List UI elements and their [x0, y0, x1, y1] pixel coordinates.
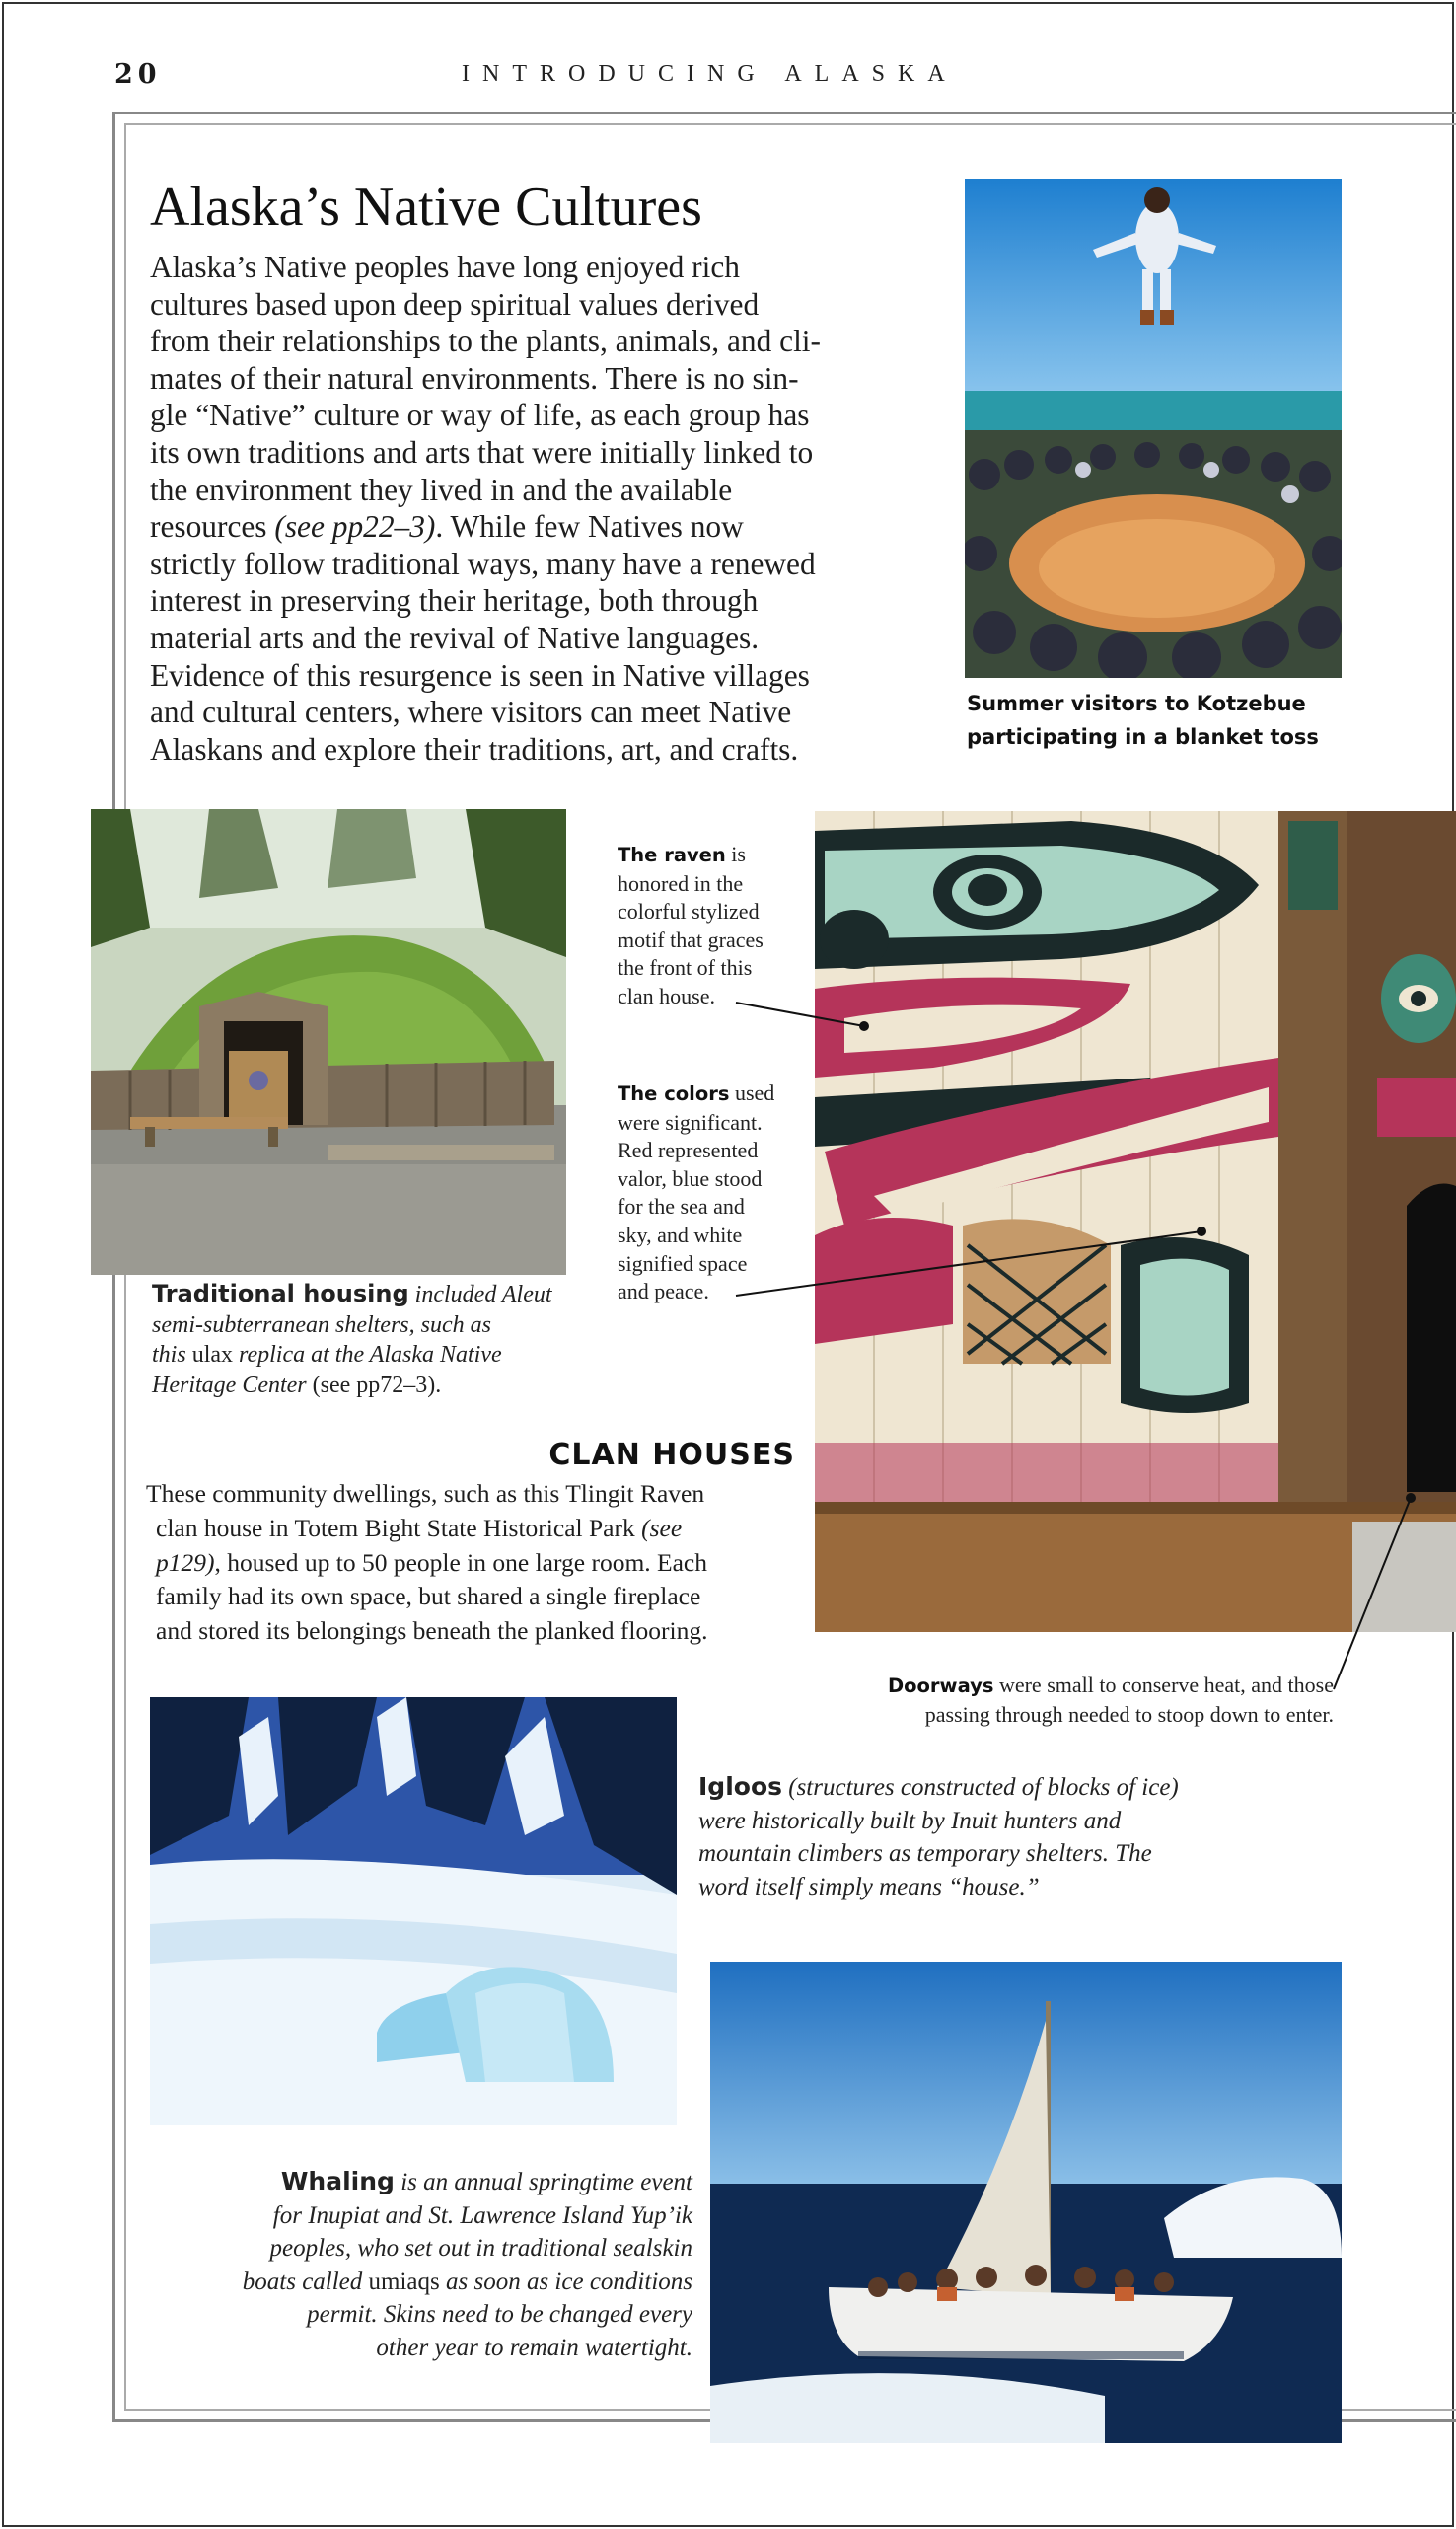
intro-line — [150, 508, 929, 546]
caption-text: mountain climbers as temporary shelters. The — [698, 1840, 1152, 1867]
intro-line: its own traditions and arts that were initially linked to — [150, 434, 814, 470]
page-number: 20 — [114, 59, 162, 90]
raven-annotation — [618, 841, 764, 1011]
blanket-toss-photo — [965, 179, 1342, 678]
annotation-line: and peace. — [618, 1279, 709, 1304]
caption-text: peoples, who set out in traditional sealskin — [269, 2235, 692, 2262]
annotation-label: The raven — [618, 844, 726, 866]
caption-text: word itself simply means “house.” — [698, 1873, 1040, 1900]
annotation-line: signified space — [618, 1250, 748, 1276]
caption-text: permit. Skins need to be changed every — [307, 2301, 692, 2328]
colors-annotation — [618, 1079, 774, 1306]
clan-houses-heading: CLAN HOUSES — [548, 1438, 795, 1472]
blanket-toss-caption — [967, 687, 1319, 754]
annotation-line: colorful stylized — [618, 899, 760, 925]
clan-houses-line — [146, 1512, 797, 1546]
annotation-line: for the sea and — [618, 1194, 745, 1220]
igloo-photo — [150, 1697, 677, 2125]
annotation-line: Red represented — [618, 1138, 759, 1163]
caption-text: Heritage Center — [152, 1372, 307, 1398]
doorways-annotation — [829, 1672, 1334, 1729]
caption-label: Igloos — [698, 1772, 782, 1801]
annotation-text: were small to conserve heat, and those — [993, 1673, 1334, 1697]
intro-text: resources — [150, 509, 275, 545]
whaling-caption — [128, 2165, 692, 2364]
running-header — [0, 59, 1456, 99]
intro-line: strictly follow traditional ways, many have a renewed — [150, 546, 816, 581]
igloos-caption — [698, 1770, 1179, 1903]
clan-houses-text: , housed up to 50 people in one large room. Each — [214, 1547, 707, 1577]
intro-line: material arts and the revival of Native languages. — [150, 620, 760, 655]
whaling-boat-photo — [710, 1962, 1342, 2443]
caption-text: replica at the Alaska Native — [233, 1342, 502, 1368]
annotation-line: valor, blue stood — [618, 1165, 763, 1191]
caption-text: for Inupiat and St. Lawrence Island Yup’ik — [272, 2201, 692, 2229]
annotation-label: Doorways — [887, 1674, 994, 1697]
blanket-toss-caption-line2: participating in a blanket toss — [967, 725, 1319, 749]
intro-paragraph — [150, 249, 929, 768]
caption-text: included Aleut — [408, 1282, 552, 1307]
caption-text: ulax — [191, 1342, 234, 1368]
caption-label: Whaling — [280, 2167, 395, 2195]
annotation-line: clan house. — [618, 983, 715, 1008]
clan-house-photo — [815, 811, 1456, 1632]
intro-line: mates of their natural environments. There is no sin- — [150, 360, 799, 396]
blanket-toss-caption-line1: Summer visitors to Kotzebue — [967, 692, 1306, 715]
clan-houses-line: and stored its belongings beneath the planked flooring. — [156, 1616, 708, 1646]
cross-reference: p129) — [156, 1547, 215, 1577]
running-section-title: INTRODUCING ALASKA — [462, 61, 958, 87]
clan-houses-text: clan house in Totem Bight State Historical Park — [156, 1513, 642, 1542]
caption-text: umiaqs — [368, 2268, 440, 2295]
caption-text: (structures constructed of blocks of ice) — [782, 1774, 1179, 1801]
caption-text: as soon as ice conditions — [439, 2268, 692, 2295]
intro-line: Alaska’s Native peoples have long enjoyed rich — [150, 250, 740, 284]
clan-houses-paragraph — [146, 1477, 797, 1649]
cross-reference: (see — [641, 1513, 683, 1542]
intro-line: gle “Native” culture or way of life, as each group has — [150, 398, 810, 433]
intro-line: from their relationships to the plants, animals, and cli- — [150, 324, 821, 359]
annotation-label: The colors — [618, 1082, 730, 1105]
caption-text: were historically built by Inuit hunters and — [698, 1807, 1122, 1834]
intro-line: and cultural centers, where visitors can meet Native — [150, 695, 792, 730]
caption-text: is an annual springtime event — [394, 2169, 692, 2195]
intro-line: interest in preserving their heritage, both through — [150, 583, 759, 619]
caption-label: Traditional housing — [152, 1280, 409, 1307]
annotation-line: were significant. — [618, 1109, 763, 1135]
intro-line: Evidence of this resurgence is seen in Native villages — [150, 657, 810, 693]
annotation-line: the front of this — [618, 955, 753, 981]
intro-line: the environment they lived in and the available — [150, 472, 733, 507]
clan-houses-line — [146, 1546, 797, 1581]
caption-text: other year to remain watertight. — [376, 2334, 692, 2361]
caption-text: this — [152, 1342, 192, 1368]
intro-line: Alaskans and explore their traditions, art, and crafts. — [150, 731, 799, 767]
caption-text: (see pp72–3). — [306, 1372, 442, 1398]
intro-text: . While few Natives now — [435, 509, 744, 545]
article-title: Alaska’s Native Cultures — [150, 177, 702, 238]
annotation-line: passing through needed to stoop down to enter. — [924, 1701, 1334, 1727]
annotation-line: honored in the — [618, 870, 744, 896]
annotation-line: motif that graces — [618, 927, 764, 952]
cross-reference: (see pp22–3) — [274, 509, 436, 545]
clan-houses-line: family had its own space, but shared a single fireplace — [156, 1582, 701, 1611]
annotation-text: is — [725, 842, 746, 866]
clan-houses-line: These community dwellings, such as this Tlingit Raven — [146, 1479, 705, 1508]
caption-text: semi-subterranean shelters, such as — [152, 1311, 491, 1338]
caption-text: boats called — [242, 2268, 369, 2295]
annotation-text: used — [729, 1080, 775, 1105]
ulax-shelter-photo — [91, 809, 566, 1275]
ulax-caption — [152, 1279, 552, 1400]
intro-line: cultures based upon deep spiritual values derived — [150, 286, 760, 322]
annotation-line: sky, and white — [618, 1222, 743, 1247]
